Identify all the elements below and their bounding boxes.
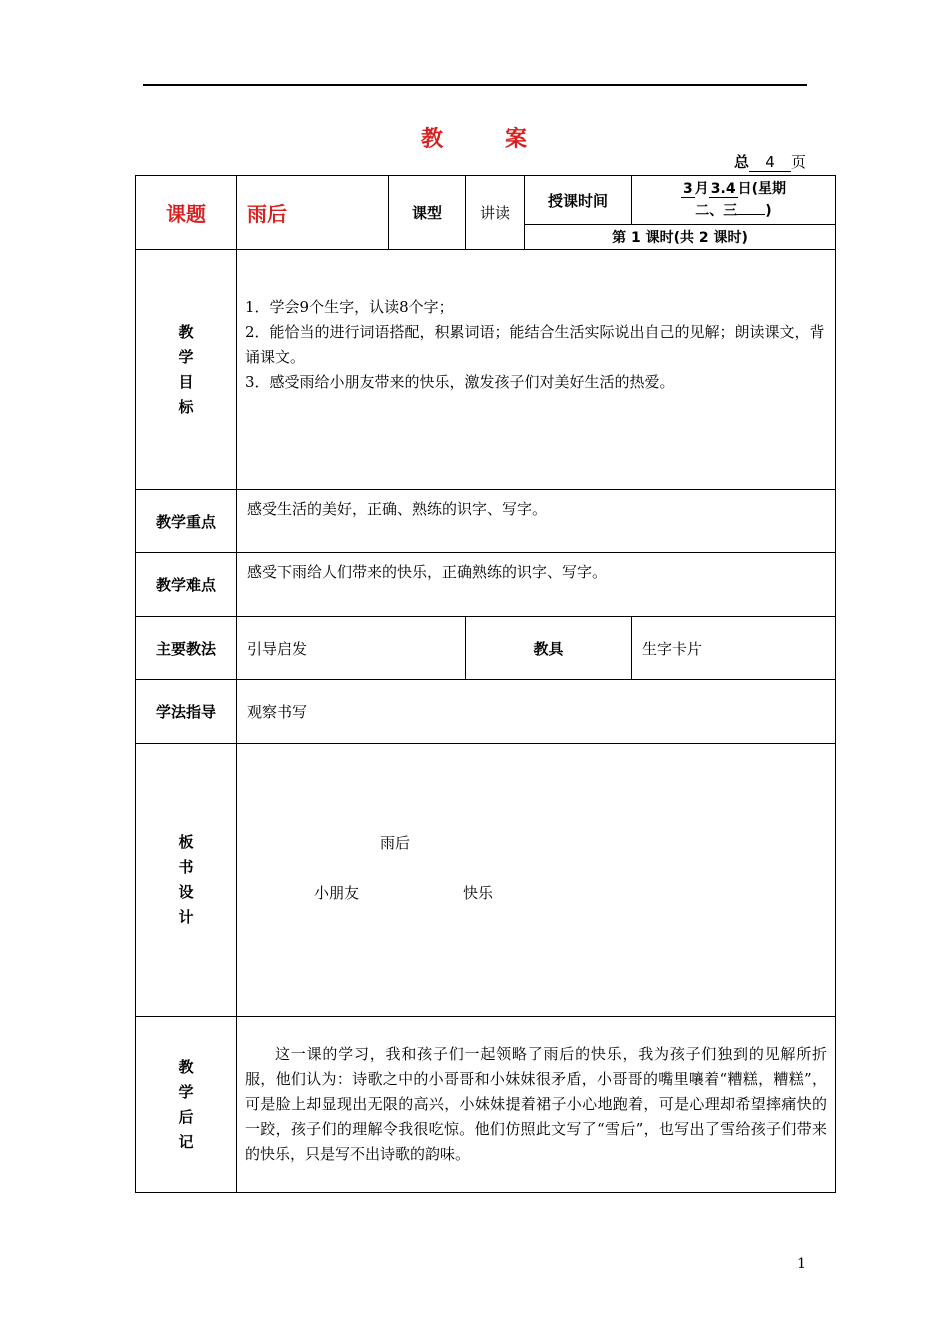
methods-value: 引导启发 <box>237 617 466 680</box>
postscript-label-char: 记 <box>178 1132 194 1151</box>
weekday-value: 二、三 <box>695 203 738 219</box>
type-value: 讲读 <box>466 176 525 250</box>
goal-item: 1．学会9个生字，认读8个字； <box>245 298 454 316</box>
goal-item: 2．能恰当的进行词语搭配，积累词语；能结合生活实际说出自己的见解；朗读课文，背诵课文。 <box>245 323 825 366</box>
time-value <box>632 176 836 225</box>
key-points-value: 感受生活的美好，正确、熟练的识字、写字。 <box>237 490 836 553</box>
title-char: 教 <box>420 127 445 152</box>
month-value: 3 <box>683 181 693 197</box>
tools-value: 生字卡片 <box>632 617 836 680</box>
topic-label: 课题 <box>136 176 237 250</box>
header-rule <box>143 84 807 86</box>
total-suffix: 页 <box>790 153 806 171</box>
board-label-char: 书 <box>178 858 194 876</box>
type-label: 课型 <box>389 176 466 250</box>
board-right: 快乐 <box>463 884 494 902</box>
lesson-plan-table <box>135 175 836 1193</box>
total-pages-value: 4 <box>749 153 791 172</box>
postscript-label-char: 后 <box>178 1107 194 1126</box>
board-title: 雨后 <box>380 834 411 852</box>
goals-label-char: 学 <box>178 347 194 366</box>
title-char: 案 <box>505 127 530 152</box>
time-label: 授课时间 <box>525 176 632 225</box>
board-label-char: 设 <box>178 883 194 901</box>
goals-label-char: 教 <box>178 322 194 341</box>
goal-item: 3．感受雨给小朋友带来的快乐，激发孩子们对美好生活的热爱。 <box>245 373 675 391</box>
goals-content <box>237 250 836 490</box>
board-design <box>237 744 836 1017</box>
total-prefix: 总 <box>733 153 749 171</box>
goals-label-char: 标 <box>178 397 194 416</box>
day-value: 3.4 <box>710 181 736 197</box>
board-label-char: 板 <box>178 833 194 851</box>
goals-label <box>136 250 237 490</box>
topic-value: 雨后 <box>237 176 389 250</box>
methods-label: 主要教法 <box>136 617 237 680</box>
postscript-text: 这一课的学习，我和孩子们一起领略了雨后的快乐，我为孩子们独到的见解所折服，他们认为：诗歌之中的小哥哥和小妹妹很矛盾，小哥哥的嘴里嚷着“糟糕，糟糕”，可是脸上却显现出无限的高兴，小妹妹提着裙子小心地跑着，可是心理却希望摔痛快的一跤，孩子们的理解令我很吃惊。他们仿照此文写了“雪后”，也写出了雪给孩子们带来的快乐，只是写不出诗歌的韵味。 <box>245 1045 827 1163</box>
key-points-label: 教学重点 <box>136 490 237 553</box>
postscript-label-char: 学 <box>178 1082 194 1101</box>
day-suffix: 日(星期 <box>737 181 786 197</box>
postscript-label-char: 教 <box>178 1057 194 1076</box>
month-suffix: 月 <box>694 181 709 197</box>
tools-label: 教具 <box>466 617 632 680</box>
board-label-char: 计 <box>178 908 194 926</box>
postscript-content <box>237 1017 836 1193</box>
difficulties-label: 教学难点 <box>136 553 237 617</box>
board-left: 小朋友 <box>314 884 360 902</box>
page-number: 1 <box>797 1256 806 1272</box>
close-paren: ) <box>765 203 772 219</box>
postscript-label <box>136 1017 237 1193</box>
difficulties-value: 感受下雨给人们带来的快乐，正确熟练的识字、写字。 <box>237 553 836 617</box>
document-title <box>0 122 950 153</box>
board-label <box>136 744 237 1017</box>
total-pages <box>734 151 806 172</box>
goals-label-char: 目 <box>178 372 194 391</box>
period-info: 第 1 课时(共 2 课时) <box>525 225 836 250</box>
study-value: 观察书写 <box>237 680 836 744</box>
study-label: 学法指导 <box>136 680 237 744</box>
